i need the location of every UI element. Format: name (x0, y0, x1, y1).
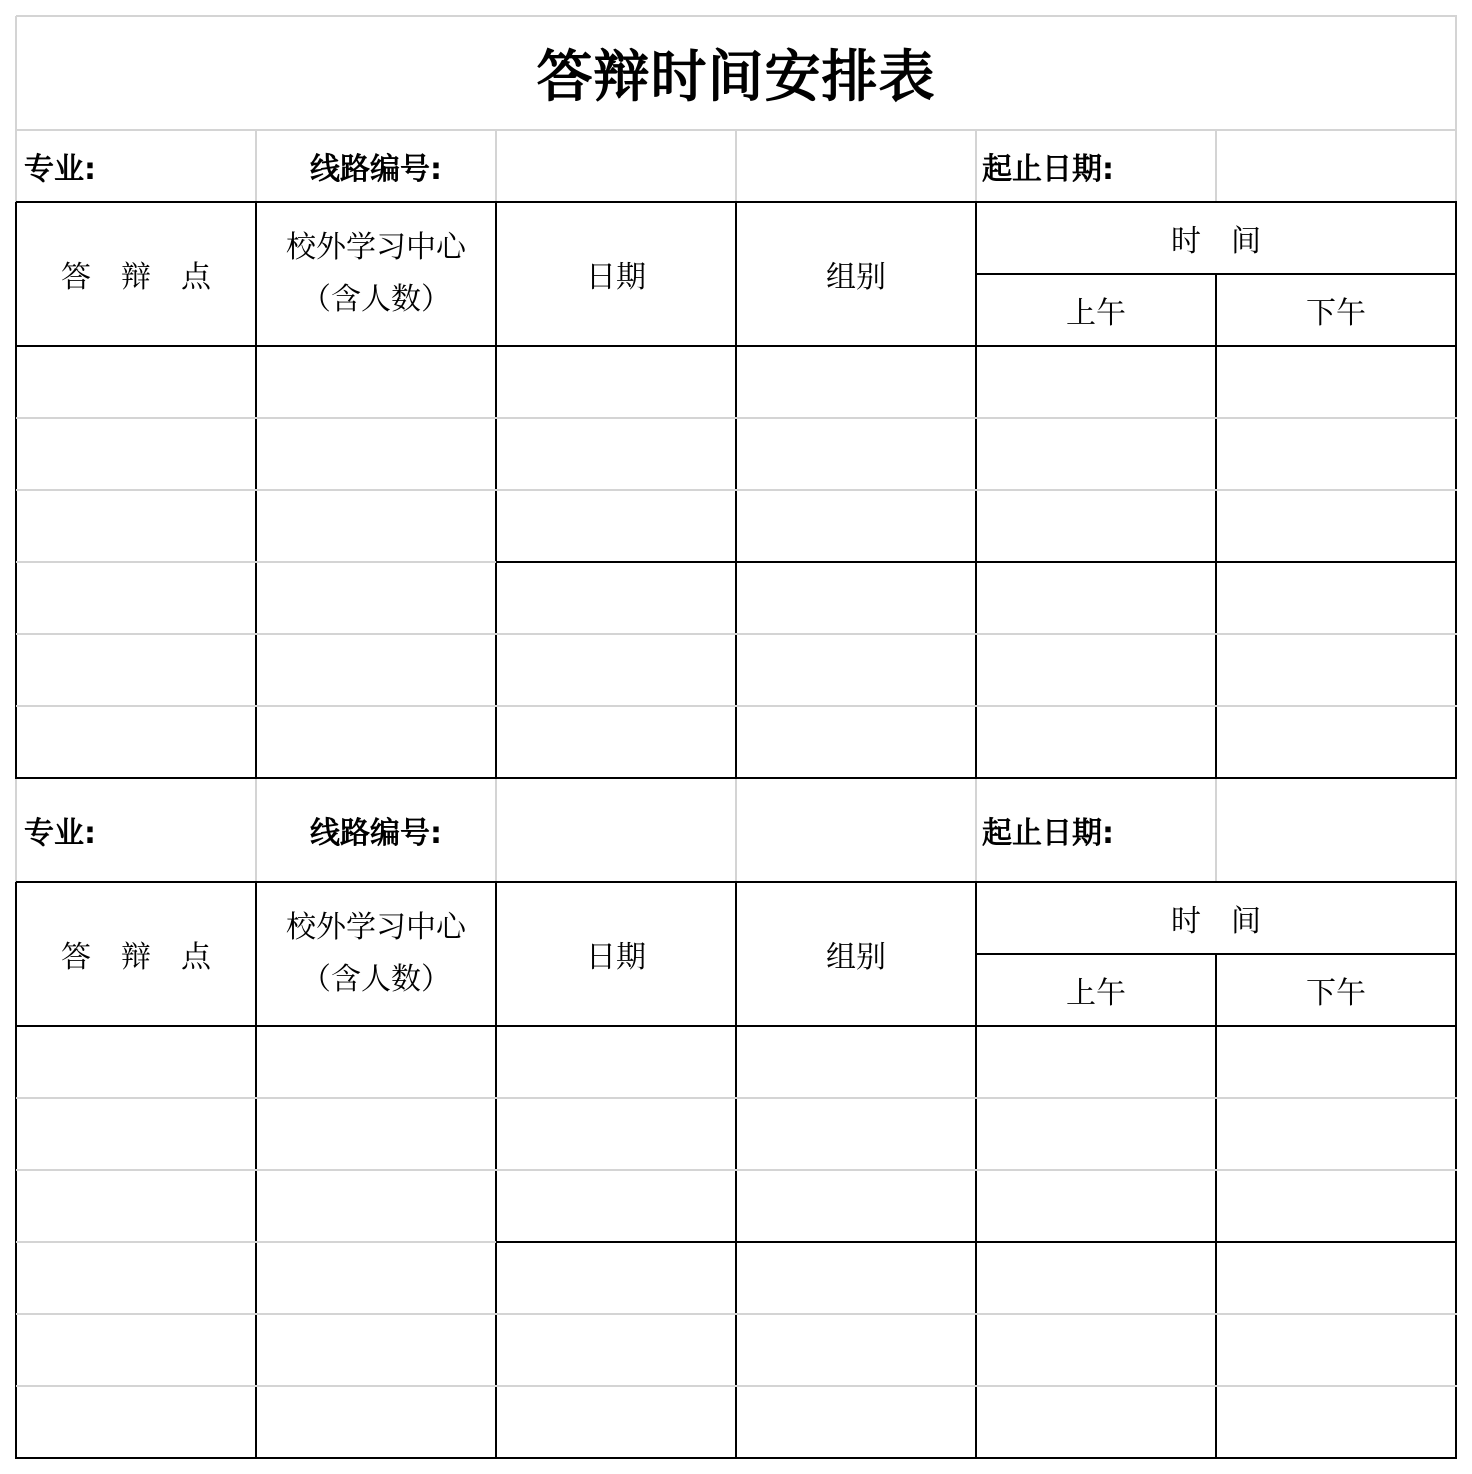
grid-line-h (496, 1385, 737, 1387)
grid-line-h (16, 705, 497, 707)
grid-line-h (16, 561, 497, 563)
grid-line-h (736, 1097, 977, 1099)
header-date: 日期 (586, 940, 646, 975)
grid-line-h (496, 1313, 737, 1315)
grid-line-h (736, 1385, 977, 1387)
route-number-label: 线路编号: (310, 152, 442, 187)
grid-line-h (976, 1385, 1457, 1387)
major-label: 专业: (24, 152, 96, 187)
grid-line-h (736, 1313, 977, 1315)
grid-line-h (496, 489, 737, 491)
date-range-label: 起止日期: (982, 816, 1114, 851)
header-date: 日期 (586, 260, 646, 295)
header-morning: 上午 (1066, 976, 1126, 1011)
header-defense-point: 答 辩 点 (61, 260, 211, 295)
grid-line-h (976, 1313, 1457, 1315)
grid-line-h (496, 1169, 737, 1171)
grid-line-v (975, 778, 977, 883)
grid-line-h (736, 705, 977, 707)
header-study-center-line1: 校外学习中心 (286, 910, 466, 945)
grid-line-h (496, 633, 737, 635)
grid-line-h (976, 1169, 1457, 1171)
grid-line-h (496, 1097, 737, 1099)
header-study-center-line2: （含人数） (301, 282, 451, 317)
grid-line-h (736, 417, 977, 419)
grid-line-h (16, 1313, 497, 1315)
grid-line-h (976, 417, 1457, 419)
grid-line-h (16, 1385, 497, 1387)
header-study-center (256, 202, 496, 346)
grid-line-v (1455, 778, 1457, 883)
header-time: 时 间 (1171, 224, 1261, 259)
grid-line-h (16, 1169, 497, 1171)
grid-line-v (735, 130, 737, 203)
grid-line-h (736, 489, 977, 491)
header-study-center-line2: （含人数） (301, 962, 451, 997)
header-defense-point: 答 辩 点 (61, 940, 211, 975)
grid-line-v (1215, 954, 1217, 1459)
header-afternoon: 下午 (1306, 976, 1366, 1011)
header-morning: 上午 (1066, 296, 1126, 331)
grid-line-v (15, 778, 17, 883)
grid-line-h (496, 1241, 1457, 1243)
grid-line-v (735, 778, 737, 883)
grid-line-h (16, 1097, 497, 1099)
date-range-label: 起止日期: (982, 152, 1114, 187)
page-title: 答辩时间安排表 (536, 45, 936, 110)
grid-line-h (496, 705, 737, 707)
header-afternoon: 下午 (1306, 296, 1366, 331)
grid-line-v (975, 130, 977, 203)
header-study-center-line1: 校外学习中心 (286, 230, 466, 265)
grid-line-h (976, 705, 1457, 707)
grid-line-h (496, 417, 737, 419)
grid-line-h (16, 489, 497, 491)
grid-line-h (16, 1241, 497, 1243)
grid-line-h (736, 633, 977, 635)
major-label: 专业: (24, 816, 96, 851)
grid-line-h (16, 633, 497, 635)
grid-line-h (976, 633, 1457, 635)
grid-line-h (976, 489, 1457, 491)
header-group: 组别 (826, 260, 886, 295)
grid-line-v (1215, 274, 1217, 779)
header-group: 组别 (826, 940, 886, 975)
grid-line-h (16, 417, 497, 419)
grid-line-h (976, 1097, 1457, 1099)
grid-line-h (496, 561, 1457, 563)
route-number-label: 线路编号: (310, 816, 442, 851)
grid-line-h (736, 1169, 977, 1171)
header-study-center (256, 882, 496, 1026)
header-time: 时 间 (1171, 904, 1261, 939)
